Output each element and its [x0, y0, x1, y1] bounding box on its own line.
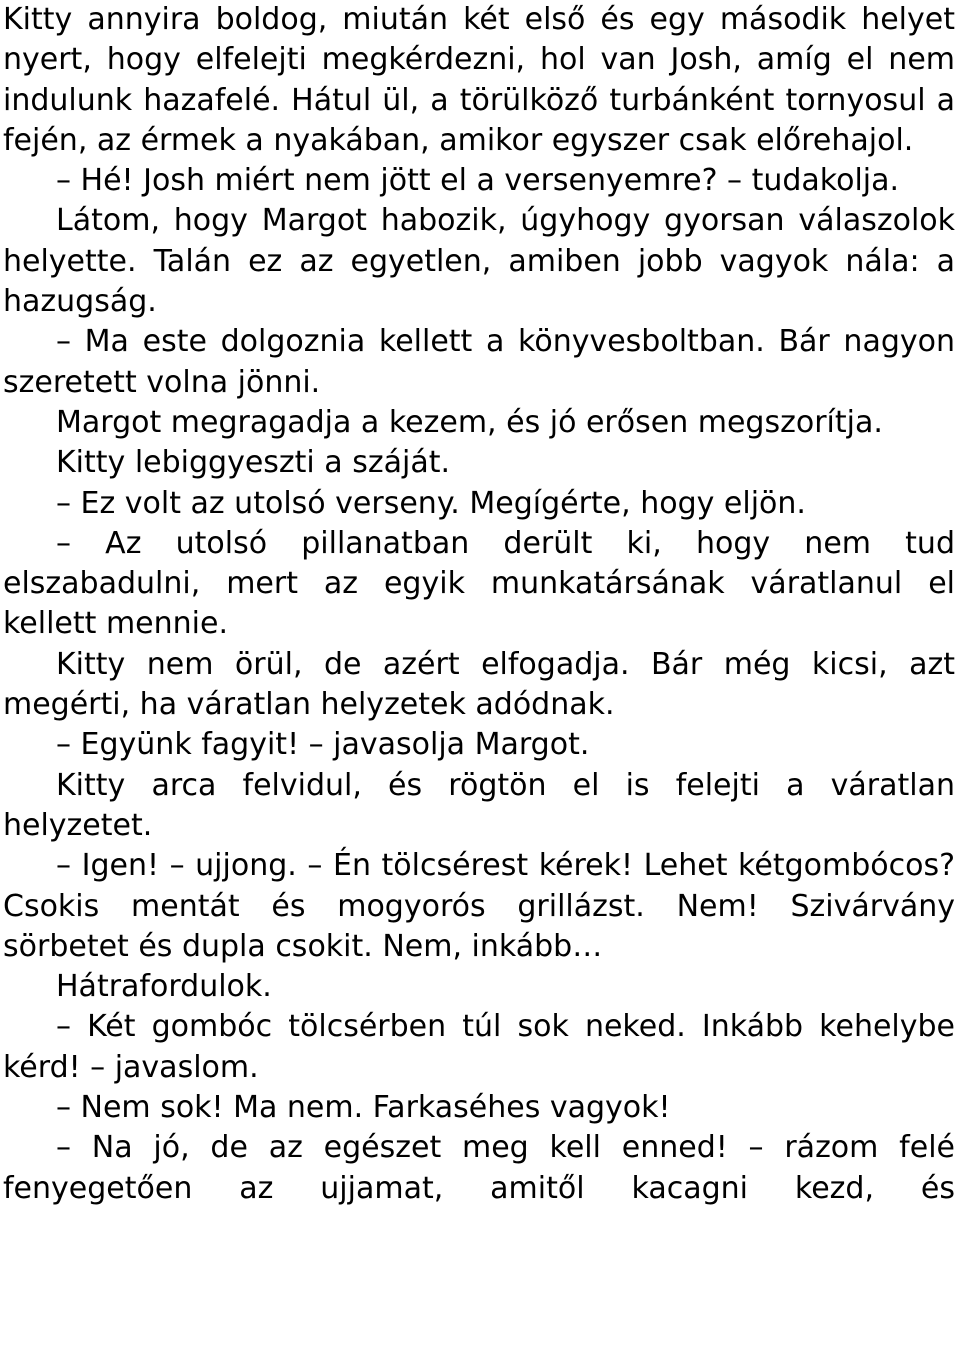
paragraph: – Ma este dolgoznia kellett a könyvesboltban. Bár nagyon szeretett volna jönni. [3, 324, 955, 400]
paragraph: Kitty annyira boldog, miután két első és egy második helyet nyert, hogy elfelejti megkérdezni, hol van Josh, amíg el nem indulunk hazafelé. Hátul ül, a törülköző turbánként tornyosul a fején, az érmek a nyakában, amikor egyszer csak előrehajol. [3, 2, 955, 158]
document-page [3, 0, 955, 1209]
paragraph: – Na jó, de az egészet meg kell enned! – rázom felé fenyegetően az ujjamat, amitől kacagni kezd, és [3, 1130, 955, 1206]
paragraph: – Az utolsó pillanatban derült ki, hogy nem tud elszabadulni, mert az egyik munkatársának váratlanul el kellett mennie. [3, 525, 955, 642]
paragraph: Kitty lebiggyeszti a száját. [56, 445, 450, 481]
paragraph: – Két gombóc tölcsérben túl sok neked. Inkább kehelybe kérd! – javaslom. [3, 1009, 955, 1085]
paragraph: – Nem sok! Ma nem. Farkaséhes vagyok! [56, 1090, 671, 1126]
paragraph: Kitty arca felvidul, és rögtön el is felejti a váratlan helyzetet. [3, 767, 955, 843]
paragraph: – Igen! – ujjong. – Én tölcsérest kérek! Lehet kétgombócos? Csokis mentát és mogyorós grillázst. Nem! Szivárvány sörbetet és dupla csokit. Nem, inkább… [3, 848, 955, 964]
paragraph: Kitty nem örül, de azért elfogadja. Bár még kicsi, azt megérti, ha váratlan helyzetek adódnak. [3, 646, 955, 723]
paragraph: Látom, hogy Margot habozik, úgyhogy gyorsan válaszolok helyette. Talán ez az egyetlen, amiben jobb vagyok nála: a hazugság. [3, 203, 955, 320]
paragraph: – Hé! Josh miért nem jött el a versenyemre? – tudakolja. [56, 163, 900, 199]
paragraph: Margot megragadja a kezem, és jó erősen megszorítja. [56, 404, 883, 440]
paragraph: – Együnk fagyit! – javasolja Margot. [56, 727, 590, 763]
paragraph: – Ez volt az utolsó verseny. Megígérte, hogy eljön. [56, 485, 806, 521]
paragraph: Hátrafordulok. [56, 969, 272, 1005]
